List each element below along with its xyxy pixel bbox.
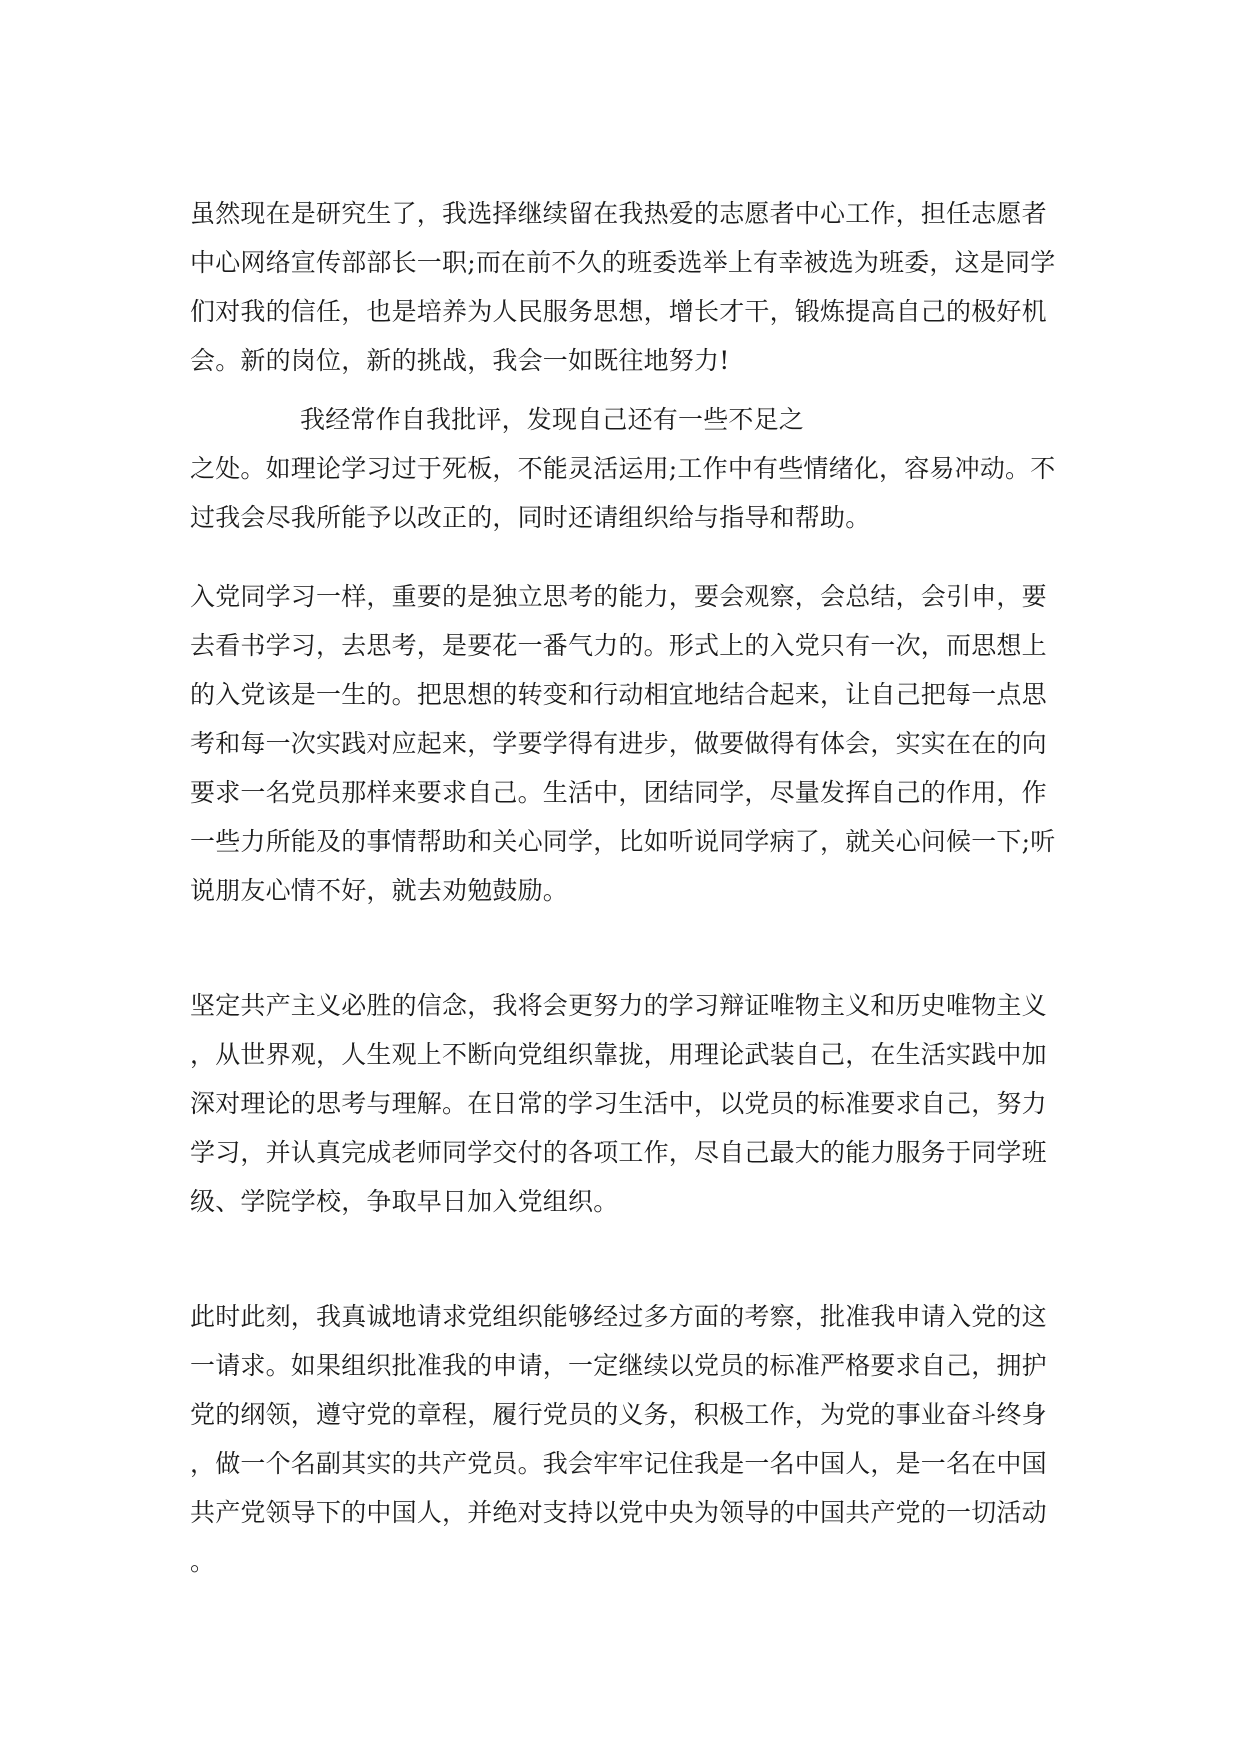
paragraph-3-line-7: 说朋友心情不好，就去劝勉鼓励。: [190, 876, 569, 905]
paragraph-1-line-3: 们对我的信任，也是培养为人民服务思想，增长才干，锻炼提高自己的极好机: [190, 297, 1047, 326]
paragraph-3-line-2: 去看书学习，去思考，是要花一番气力的。形式上的入党只有一次，而思想上: [190, 631, 1047, 660]
paragraph-4-line-1: 坚定共产主义必胜的信念，我将会更努力的学习辩证唯物主义和历史唯物主义: [190, 991, 1047, 1020]
paragraph-3-line-4: 考和每一次实践对应起来，学要学得有进步，做要做得有体会，实实在在的向: [190, 729, 1047, 758]
paragraph-1-line-1: 虽然现在是研究生了，我选择继续留在我热爱的志愿者中心工作，担任志愿者: [190, 199, 1047, 228]
paragraph-5-line-5: 共产党领导下的中国人，并绝对支持以党中央为领导的中国共产党的一切活动: [190, 1498, 1047, 1527]
paragraph-3-line-3: 的入党该是一生的。把思想的转变和行动相宜地结合起来，让自己把每一点思: [190, 680, 1047, 709]
paragraph-4-line-5: 级、学院学校，争取早日加入党组织。: [190, 1187, 619, 1216]
paragraph-5-line-6: 。: [190, 1547, 216, 1576]
paragraph-5-line-4: ，做一个名副其实的共产党员。我会牢牢记住我是一名中国人，是一名在中国: [190, 1449, 1047, 1478]
paragraph-2-line-2: 之处。如理论学习过于死板，不能灵活运用;工作中有些情绪化，容易冲动。不: [190, 454, 1056, 483]
paragraph-3-line-1: 入党同学习一样，重要的是独立思考的能力，要会观察，会总结，会引申，要: [190, 582, 1047, 611]
paragraph-4-line-2: ，从世界观，人生观上不断向党组织靠拢，用理论武装自己，在生活实践中加: [190, 1040, 1047, 1069]
paragraph-5-line-1: 此时此刻，我真诚地请求党组织能够经过多方面的考察，批准我申请入党的这: [190, 1302, 1047, 1331]
paragraph-2-line-1: 我经常作自我批评，发现自己还有一些不足之: [300, 405, 805, 434]
paragraph-3-line-5: 要求一名党员那样来要求自己。生活中，团结同学，尽量发挥自己的作用，作: [190, 778, 1047, 807]
paragraph-4-line-4: 学习，并认真完成老师同学交付的各项工作，尽自己最大的能力服务于同学班: [190, 1138, 1047, 1167]
paragraph-2-line-3: 过我会尽我所能予以改正的，同时还请组织给与指导和帮助。: [190, 503, 871, 532]
paragraph-5-line-2: 一请求。如果组织批准我的申请，一定继续以党员的标准严格要求自己，拥护: [190, 1351, 1047, 1380]
paragraph-1-line-4: 会。新的岗位，新的挑战，我会一如既往地努力!: [190, 346, 730, 375]
paragraph-3-line-6: 一些力所能及的事情帮助和关心同学，比如听说同学病了，就关心问候一下;听: [190, 827, 1056, 856]
paragraph-4-line-3: 深对理论的思考与理解。在日常的学习生活中，以党员的标准要求自己，努力: [190, 1089, 1047, 1118]
paragraph-1-line-2: 中心网络宣传部部长一职;而在前不久的班委选举上有幸被选为班委，这是同学: [190, 248, 1056, 277]
paragraph-5-line-3: 党的纲领，遵守党的章程，履行党员的义务，积极工作，为党的事业奋斗终身: [190, 1400, 1047, 1429]
